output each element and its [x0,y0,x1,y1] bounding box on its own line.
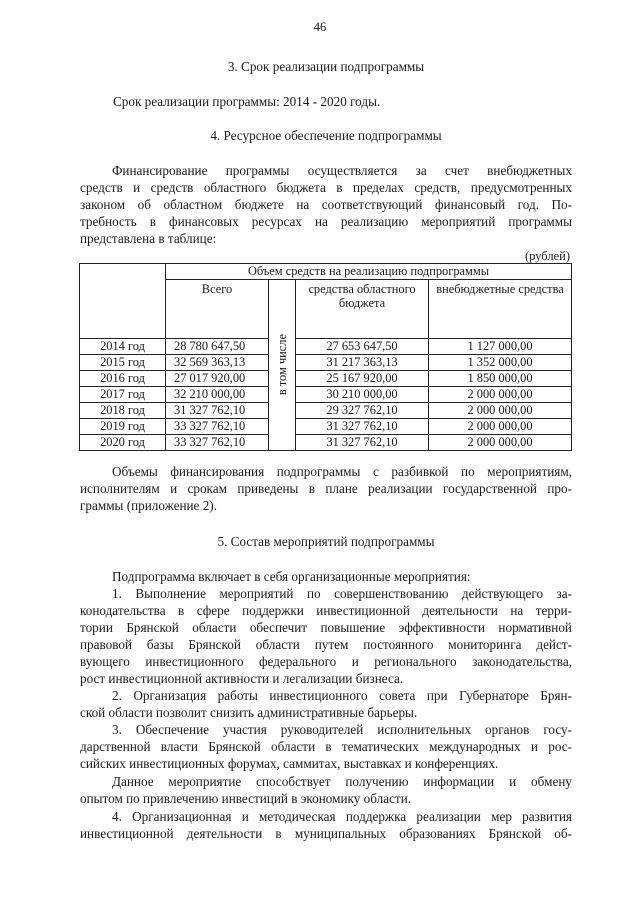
section-3-heading: 3. Срок реализации подпрограммы [227,59,425,74]
table-cell-total: 33 327 762,10 [166,419,269,435]
item-1-line: тории Брянской области обеспечит повышение эффективности нормативной [80,620,572,635]
item-1-line: 1. Выполнение мероприятий по совершенствованию действующего за- [112,586,572,601]
table-cell-extrabudget: 2 000 000,00 [429,435,572,451]
item-1-line: вующего инвестиционного федерального и регионального законодательства, [80,654,572,669]
item-4-line: 4. Организационная и методическая поддержка реализации мер развития [112,809,572,824]
section-4-heading: 4. Ресурсное обеспечение подпрограммы [210,128,442,143]
table-cell-total: 32 210 000,00 [166,387,269,403]
table-header-empty-cell [80,264,166,339]
item-4-line: инвестиционной деятельности в муниципальных образованиях Брянской об- [80,826,572,841]
item-1-line: рост инвестиционной активности и легализации бизнеса. [80,671,404,686]
table-header-extrabudget: внебюджетные средства [429,280,572,339]
table-cell-extrabudget: 1 352 000,00 [429,355,572,371]
table-cell-total: 32 569 363,13 [166,355,269,371]
table-cell-extrabudget: 1 127 000,00 [429,339,572,355]
section-5-heading: 5. Состав мероприятий подпрограммы [217,534,435,549]
item-1-line: правовой базы Брянской области путем постоянного мониторинга дейст- [80,637,572,652]
table-cell-year: 2015 год [80,355,166,371]
table-cell-extrabudget: 2 000 000,00 [429,419,572,435]
table-cell-year: 2018 год [80,403,166,419]
table-cell-year: 2019 год [80,419,166,435]
table-header-volume: Объем средств на реализацию подпрограммы [166,264,572,280]
item-3-note-line: опытом по привлечению инвестиций в экономику области. [80,791,412,806]
table-header-regional: средства областного бюджета [296,280,429,339]
section-4-paragraph-line: представлена в таблице: [80,231,217,246]
table-cell-regional: 31 327 762,10 [296,419,429,435]
table-cell-year: 2016 год [80,371,166,387]
table-row [80,419,572,435]
after-table-paragraph-line: граммы (приложение 2). [80,498,217,513]
table-row [80,403,572,419]
table-row [80,355,572,371]
table-cell-total: 28 780 647,50 [166,339,269,355]
section-4-paragraph-line: Финансирование программы осуществляется за счет внебюджетных [112,163,572,178]
table-cell-extrabudget: 2 000 000,00 [429,403,572,419]
table-cell-regional: 29 327 762,10 [296,403,429,419]
table-row [80,339,572,355]
table-cell-year: 2014 год [80,339,166,355]
page-number: 46 [313,20,327,34]
table-cell-total: 33 327 762,10 [166,435,269,451]
table-cell-total: 31 327 762,10 [166,403,269,419]
item-1-line: конодательства в сфере поддержки инвестиционной деятельности на терри- [80,603,572,618]
table-cell-year: 2017 год [80,387,166,403]
table-header-including [269,280,296,451]
item-2-line: 2. Организация работы инвестиционного совета при Губернаторе Брян- [112,688,572,703]
table-row [80,371,572,387]
section-3-text: Срок реализации программы: 2014 - 2020 годы. [113,94,381,109]
after-table-paragraph-line: Объемы финансирования подпрограммы с разбивкой по мероприятиям, [112,464,572,479]
table-header-total: Всего [166,280,269,339]
table-cell-year: 2020 год [80,435,166,451]
section-4-paragraph-line: требность в финансовых ресурсах на реализацию мероприятий программы [80,214,572,229]
table-row [80,387,572,403]
section-5-intro: Подпрограмма включает в себя организационные мероприятия: [112,569,471,584]
item-3-line: дарственной власти Брянской области в тематических международных и рос- [80,739,572,754]
table-cell-extrabudget: 1 850 000,00 [429,371,572,387]
table-cell-regional: 31 217 363,13 [296,355,429,371]
item-3-line: сийских инвестиционных форумах, саммитах, выставках и конференциях. [80,756,499,771]
item-3-line: 3. Обеспечение участия руководителей исполнительных органов госу- [112,722,572,737]
item-2-line: ской области позволит снизить административные барьеры. [80,705,418,720]
after-table-paragraph-line: исполнителям и срокам приведены в плане реализации государственной про- [80,481,572,496]
funding-table [79,263,572,451]
section-4-paragraph-line: законом об областном бюджете на соответствующий финансовый год. По- [80,197,572,212]
table-row [80,435,572,451]
table-cell-regional: 30 210 000,00 [296,387,429,403]
table-cell-extrabudget: 2 000 000,00 [429,387,572,403]
section-4-paragraph-line: средств и средств областного бюджета в пределах средств, предусмотренных [80,180,572,195]
currency-unit-label: (рублей) [524,249,570,263]
table-cell-regional: 25 167 920,00 [296,371,429,387]
table-cell-regional: 31 327 762,10 [296,435,429,451]
table-cell-total: 27 017 920,00 [166,371,269,387]
item-3-note-line: Данное мероприятие способствует получению информации и обмену [112,774,572,789]
table-cell-regional: 27 653 647,50 [296,339,429,355]
table-header-including-text: в том числе [275,334,289,396]
